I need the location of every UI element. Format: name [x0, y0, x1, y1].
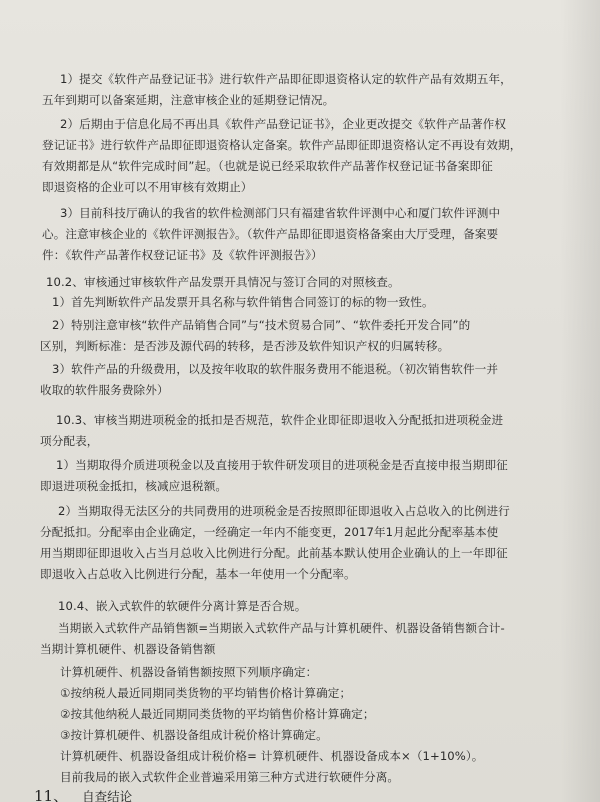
- section-11-title: 自查结论: [82, 789, 133, 802]
- text-line: 件：《软件产品著作权登记证书》及《软件评测报告》）: [42, 248, 323, 262]
- text-line: 1）提交《软件产品登记证书》进行软件产品即征即退资格认定的软件产品有效期五年，: [60, 72, 512, 86]
- text-line: 项分配表，: [40, 434, 99, 448]
- text-line: 心。注意审核企业的《软件评测报告》。（软件产品即征即退资格备案由大厅受理，备案要: [42, 227, 499, 241]
- text-line: 即退进项税金抵扣，核减应退税额。: [40, 479, 228, 493]
- text-line: 当期嵌入式软件产品销售额=当期嵌入式软件产品与计算机硬件、机器设备销售额合计-: [58, 621, 505, 635]
- page-shadow: [560, 0, 600, 802]
- text-line: 当期计算机硬件、机器设备销售额: [40, 642, 216, 656]
- section-11-number: 11、: [34, 787, 69, 802]
- text-line: 目前我局的嵌入式软件企业普遍采用第三种方式进行软硬件分离。: [60, 770, 400, 784]
- text-line: 区别，判断标准：是否涉及源代码的转移，是否涉及软件知识产权的归属转移。: [40, 339, 450, 353]
- text-line: 即退资格的企业可以不用审核有效期止）: [42, 180, 253, 194]
- text-line: 2）当期取得无法区分的共同费用的进项税金是否按照即征即退收入占总收入的比例进行: [58, 504, 510, 518]
- text-line: 即退收入占总收入比例进行分配，基本一年使用一个分配率。: [40, 567, 356, 581]
- text-line: 计算机硬件、机器设备销售额按照下列顺序确定：: [60, 665, 318, 679]
- text-line: 3）目前科技厅确认的我省的软件检测部门只有福建省软件评测中心和厦门软件评测中: [60, 206, 501, 220]
- text-line: 收取的软件服务费除外）: [40, 383, 169, 397]
- text-line: 1）当期取得介质进项税金以及直接用于软件研发项目的进项税金是否直接申报当期即征: [56, 458, 508, 472]
- text-line: 2）特别注意审核“软件产品销售合同”与“技术贸易合同”、“软件委托开发合同”的: [52, 318, 471, 332]
- list-item: ①按纳税人最近同期同类货物的平均销售价格计算确定；: [60, 686, 352, 700]
- section-11-heading: [34, 785, 132, 802]
- section-heading: 10.3、审核当期进项税金的抵扣是否规范，软件企业即征即退收入分配抵扣进项税金进: [56, 413, 504, 427]
- section-heading: 10.4、嵌入式软件的软硬件分离计算是否合规。: [58, 599, 307, 613]
- text-line: 登记证书》进行软件产品即征即退资格认定备案。软件产品即征即退资格认定不再设有效期，: [42, 138, 522, 152]
- text-line: 3）软件产品的升级费用，以及按年收取的软件服务费用不能退税。（初次销售软件一并: [52, 362, 499, 376]
- text-line: 1）首先判断软件产品发票开具名称与软件销售合同签订的标的物一致性。: [52, 295, 434, 309]
- list-item: ③按计算机硬件、机器设备组成计税价格计算确定。: [60, 728, 328, 742]
- list-item: ②按其他纳税人最近同期同类货物的平均销售价格计算确定；: [60, 707, 375, 721]
- text-line: 分配抵扣。分配率由企业确定，一经确定一年内不能变更，2017年1月起此分配率基本使: [40, 525, 499, 539]
- text-line: 用当期即征即退收入占当月总收入比例进行分配。此前基本默认使用企业确认的上一年即征: [40, 546, 508, 560]
- section-heading: 10.2、审核通过审核软件产品发票开具情况与签订合同的对照核查。: [46, 275, 400, 289]
- formula-line: 计算机硬件、机器设备组成计税价格= 计算机硬件、机器设备成本×（1+10%）。: [60, 749, 484, 763]
- text-line: 五年到期可以备案延期，注意审核企业的延期登记情况。: [42, 93, 335, 107]
- text-line: 2）后期由于信息化局不再出具《软件产品登记证书》，企业更改提交《软件产品著作权: [60, 117, 507, 131]
- text-line: 有效期都是从“软件完成时间”起。（也就是说已经采取软件产品著作权登记证书备案即征: [42, 159, 493, 173]
